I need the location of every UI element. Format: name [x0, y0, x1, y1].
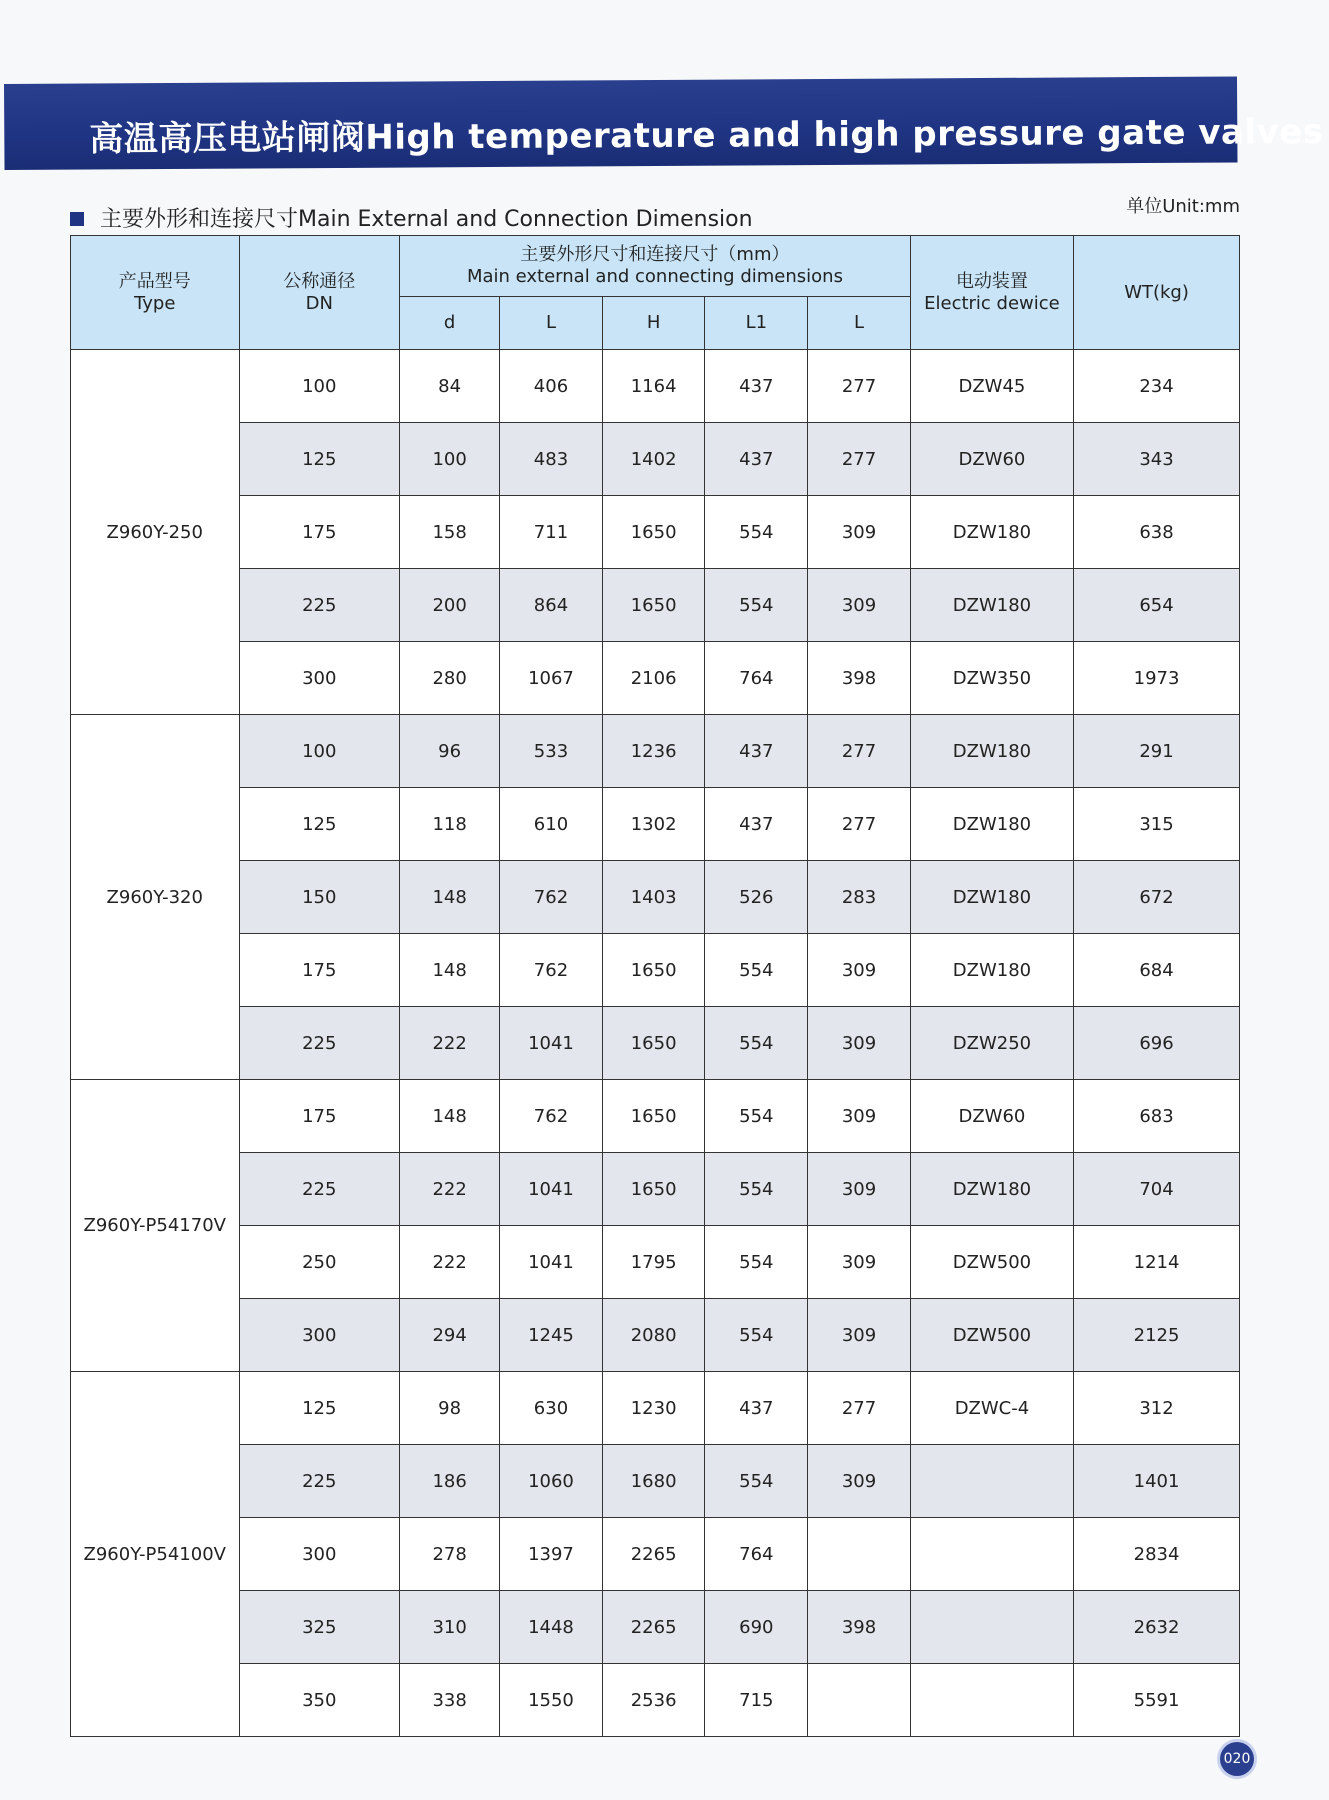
cell-l: 406	[500, 350, 603, 423]
header-dn-cn: 公称通径	[283, 270, 356, 292]
dimension-table-container	[70, 235, 1240, 1735]
table-row	[71, 934, 1240, 1007]
cell-device: DZW180	[910, 569, 1073, 642]
header-electric-cn: 电动装置	[955, 270, 1028, 292]
cell-device: DZWC-4	[910, 1372, 1073, 1445]
header-l: L	[500, 297, 603, 350]
cell-dn: 100	[239, 350, 400, 423]
table-row	[71, 1664, 1240, 1737]
cell-l2: 277	[808, 350, 911, 423]
page-title: 高温高压电站闸阀High temperature and high pressure gate valves	[89, 111, 1324, 160]
cell-device: DZW180	[910, 496, 1073, 569]
cell-l1: 554	[705, 1445, 808, 1518]
cell-l1: 764	[705, 1518, 808, 1591]
cell-h: 1650	[602, 1080, 705, 1153]
table-body	[71, 350, 1240, 1737]
cell-l2: 283	[808, 861, 911, 934]
cell-h: 1650	[602, 1007, 705, 1080]
cell-l: 762	[500, 934, 603, 1007]
table-row	[71, 1226, 1240, 1299]
cell-l: 630	[500, 1372, 603, 1445]
cell-d: 310	[400, 1591, 500, 1664]
section-title: 主要外形和连接尺寸Main External and Connection Dimension	[100, 207, 753, 232]
cell-device: DZW180	[910, 934, 1073, 1007]
cell-l2: 309	[808, 934, 911, 1007]
cell-l1: 554	[705, 1080, 808, 1153]
cell-h: 1795	[602, 1226, 705, 1299]
cell-l2	[808, 1518, 911, 1591]
cell-d: 222	[400, 1007, 500, 1080]
cell-l2: 309	[808, 1299, 911, 1372]
cell-l1: 437	[705, 350, 808, 423]
cell-d: 118	[400, 788, 500, 861]
cell-h: 1650	[602, 569, 705, 642]
cell-d: 278	[400, 1518, 500, 1591]
cell-l1: 554	[705, 1007, 808, 1080]
cell-dn: 175	[239, 1080, 400, 1153]
cell-d: 100	[400, 423, 500, 496]
table-row	[71, 1153, 1240, 1226]
cell-l1: 437	[705, 423, 808, 496]
cell-d: 148	[400, 934, 500, 1007]
cell-device: DZW60	[910, 1080, 1073, 1153]
header-electric-device	[910, 236, 1073, 350]
cell-l: 762	[500, 1080, 603, 1153]
cell-device: DZW45	[910, 350, 1073, 423]
cell-device	[910, 1664, 1073, 1737]
cell-l: 1060	[500, 1445, 603, 1518]
cell-wt: 696	[1074, 1007, 1240, 1080]
cell-l: 864	[500, 569, 603, 642]
table-row	[71, 1372, 1240, 1445]
cell-l: 533	[500, 715, 603, 788]
cell-h: 1650	[602, 496, 705, 569]
cell-dn: 225	[239, 569, 400, 642]
cell-l: 762	[500, 861, 603, 934]
cell-l: 1550	[500, 1664, 603, 1737]
cell-d: 148	[400, 861, 500, 934]
table-row	[71, 642, 1240, 715]
header-weight: WT(kg)	[1074, 236, 1240, 350]
cell-h: 2265	[602, 1591, 705, 1664]
header-dn	[239, 236, 400, 350]
header-electric-en: Electric dewice	[924, 292, 1060, 314]
header-d: d	[400, 297, 500, 350]
cell-l1: 437	[705, 788, 808, 861]
table-row	[71, 423, 1240, 496]
cell-l1: 554	[705, 934, 808, 1007]
cell-wt: 683	[1074, 1080, 1240, 1153]
cell-device: DZW180	[910, 1153, 1073, 1226]
header-type	[71, 236, 240, 350]
header-dimensions-cn: 主要外形尺寸和连接尺寸（mm）	[520, 244, 790, 265]
table-row	[71, 788, 1240, 861]
cell-dn: 225	[239, 1445, 400, 1518]
cell-dn: 125	[239, 423, 400, 496]
cell-l2: 277	[808, 1372, 911, 1445]
cell-device: DZW180	[910, 861, 1073, 934]
cell-l: 1245	[500, 1299, 603, 1372]
cell-d: 148	[400, 1080, 500, 1153]
cell-wt: 704	[1074, 1153, 1240, 1226]
header-dimensions	[400, 236, 911, 297]
cell-wt: 2834	[1074, 1518, 1240, 1591]
page-number-badge: 020	[1220, 1742, 1254, 1776]
cell-l: 1041	[500, 1007, 603, 1080]
table-row	[71, 861, 1240, 934]
cell-l1: 526	[705, 861, 808, 934]
cell-l2: 309	[808, 1445, 911, 1518]
cell-h: 1650	[602, 1153, 705, 1226]
cell-h: 1680	[602, 1445, 705, 1518]
square-bullet-icon	[70, 212, 84, 226]
cell-l2: 309	[808, 1226, 911, 1299]
cell-dn: 100	[239, 715, 400, 788]
cell-dn: 300	[239, 1518, 400, 1591]
cell-l1: 554	[705, 1299, 808, 1372]
cell-wt: 654	[1074, 569, 1240, 642]
cell-dn: 350	[239, 1664, 400, 1737]
cell-l: 1067	[500, 642, 603, 715]
cell-dn: 225	[239, 1153, 400, 1226]
cell-l1: 554	[705, 569, 808, 642]
cell-l2: 309	[808, 1007, 911, 1080]
cell-wt: 684	[1074, 934, 1240, 1007]
cell-h: 1402	[602, 423, 705, 496]
cell-d: 222	[400, 1153, 500, 1226]
header-l1: L1	[705, 297, 808, 350]
cell-d: 186	[400, 1445, 500, 1518]
cell-dn: 175	[239, 934, 400, 1007]
cell-l1: 764	[705, 642, 808, 715]
cell-wt: 1401	[1074, 1445, 1240, 1518]
cell-device: DZW180	[910, 715, 1073, 788]
table-row	[71, 1518, 1240, 1591]
cell-device	[910, 1518, 1073, 1591]
cell-dn: 225	[239, 1007, 400, 1080]
cell-h: 1650	[602, 934, 705, 1007]
cell-l2	[808, 1664, 911, 1737]
cell-dn: 250	[239, 1226, 400, 1299]
cell-wt: 2125	[1074, 1299, 1240, 1372]
dimension-table	[70, 235, 1240, 1737]
cell-device: DZW500	[910, 1299, 1073, 1372]
type-cell: Z960Y-P54100V	[71, 1372, 240, 1737]
cell-l: 1448	[500, 1591, 603, 1664]
cell-d: 338	[400, 1664, 500, 1737]
table-row	[71, 1299, 1240, 1372]
cell-l2: 277	[808, 788, 911, 861]
cell-l1: 554	[705, 1153, 808, 1226]
table-row	[71, 1445, 1240, 1518]
cell-l2: 277	[808, 423, 911, 496]
cell-wt: 1973	[1074, 642, 1240, 715]
header-l2: L	[808, 297, 911, 350]
section-header	[70, 196, 1240, 234]
cell-l2: 309	[808, 496, 911, 569]
cell-l1: 690	[705, 1591, 808, 1664]
cell-d: 294	[400, 1299, 500, 1372]
cell-dn: 325	[239, 1591, 400, 1664]
cell-l2: 309	[808, 569, 911, 642]
cell-l2: 398	[808, 642, 911, 715]
table-row	[71, 569, 1240, 642]
cell-d: 84	[400, 350, 500, 423]
cell-h: 2265	[602, 1518, 705, 1591]
cell-device: DZW350	[910, 642, 1073, 715]
cell-h: 2080	[602, 1299, 705, 1372]
cell-wt: 291	[1074, 715, 1240, 788]
header-h: H	[602, 297, 705, 350]
cell-dn: 175	[239, 496, 400, 569]
cell-l1: 437	[705, 1372, 808, 1445]
cell-dn: 125	[239, 788, 400, 861]
type-cell: Z960Y-320	[71, 715, 240, 1080]
cell-h: 1236	[602, 715, 705, 788]
table-row	[71, 715, 1240, 788]
cell-dn: 300	[239, 1299, 400, 1372]
header-type-cn: 产品型号	[118, 270, 191, 292]
cell-l: 1041	[500, 1226, 603, 1299]
cell-l: 610	[500, 788, 603, 861]
header-dn-en: DN	[305, 292, 333, 314]
cell-wt: 5591	[1074, 1664, 1240, 1737]
cell-wt: 234	[1074, 350, 1240, 423]
cell-device: DZW250	[910, 1007, 1073, 1080]
cell-h: 1302	[602, 788, 705, 861]
cell-l1: 554	[705, 1226, 808, 1299]
type-cell: Z960Y-250	[71, 350, 240, 715]
cell-device: DZW180	[910, 788, 1073, 861]
cell-l: 711	[500, 496, 603, 569]
cell-dn: 150	[239, 861, 400, 934]
table-row	[71, 1080, 1240, 1153]
unit-label: 单位Unit:mm	[1126, 196, 1240, 217]
header-dimensions-en: Main external and connecting dimensions	[466, 266, 843, 287]
cell-device	[910, 1591, 1073, 1664]
table-row	[71, 1591, 1240, 1664]
cell-wt: 2632	[1074, 1591, 1240, 1664]
cell-device	[910, 1445, 1073, 1518]
cell-d: 200	[400, 569, 500, 642]
cell-h: 2536	[602, 1664, 705, 1737]
cell-wt: 1214	[1074, 1226, 1240, 1299]
cell-h: 1403	[602, 861, 705, 934]
cell-device: DZW60	[910, 423, 1073, 496]
cell-dn: 125	[239, 1372, 400, 1445]
cell-device: DZW500	[910, 1226, 1073, 1299]
header-type-en: Type	[134, 292, 176, 314]
cell-wt: 343	[1074, 423, 1240, 496]
title-banner	[4, 76, 1324, 170]
cell-l1: 715	[705, 1664, 808, 1737]
cell-d: 98	[400, 1372, 500, 1445]
table-row	[71, 1007, 1240, 1080]
cell-h: 2106	[602, 642, 705, 715]
table-row	[71, 496, 1240, 569]
cell-wt: 672	[1074, 861, 1240, 934]
cell-d: 158	[400, 496, 500, 569]
cell-l2: 309	[808, 1080, 911, 1153]
cell-l: 1041	[500, 1153, 603, 1226]
cell-wt: 315	[1074, 788, 1240, 861]
cell-l2: 277	[808, 715, 911, 788]
cell-dn: 300	[239, 642, 400, 715]
cell-d: 280	[400, 642, 500, 715]
table-row	[71, 350, 1240, 423]
cell-wt: 312	[1074, 1372, 1240, 1445]
cell-wt: 638	[1074, 496, 1240, 569]
cell-h: 1164	[602, 350, 705, 423]
cell-l: 483	[500, 423, 603, 496]
cell-d: 96	[400, 715, 500, 788]
type-cell: Z960Y-P54170V	[71, 1080, 240, 1372]
cell-l2: 398	[808, 1591, 911, 1664]
cell-l1: 437	[705, 715, 808, 788]
cell-d: 222	[400, 1226, 500, 1299]
cell-h: 1230	[602, 1372, 705, 1445]
cell-l: 1397	[500, 1518, 603, 1591]
cell-l1: 554	[705, 496, 808, 569]
cell-l2: 309	[808, 1153, 911, 1226]
